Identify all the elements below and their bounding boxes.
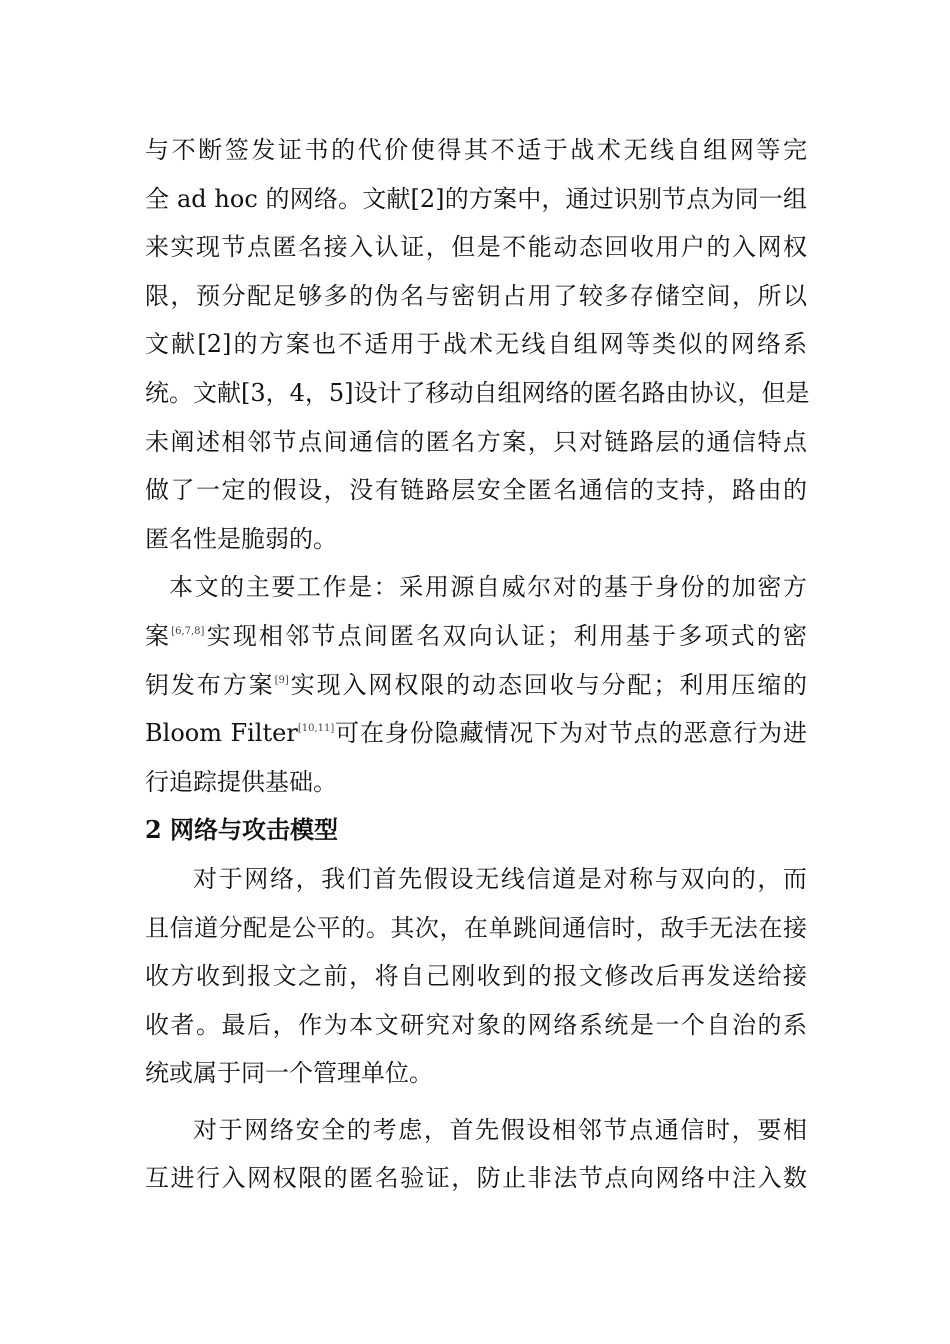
citation-ref: [6,7,8] (171, 625, 205, 637)
text-line: 与不断签发证书的代价使得其不适于战术无线自组网等完 (145, 136, 807, 164)
paragraph-related-work (145, 126, 810, 563)
text-line: 来实现节点匿名接入认证，但是不能动态回收用户的入网权 (145, 233, 807, 262)
text-segment: Bloom Filter (145, 719, 298, 748)
text-line: 对于网络，我们首先假设无线信道是对称与双向的，而 (193, 864, 807, 893)
text-segment: 实现入网权限的动态回收与分配；利用压缩的 (288, 670, 808, 699)
text-line: 匿名性是脆弱的。 (145, 524, 337, 553)
text-line: 做了一定的假设，没有链路层安全匿名通信的支持，路由的 (145, 476, 807, 505)
paragraph-spacer (145, 1098, 807, 1106)
text-line: 且信道分配是公平的。其次，在单跳间通信时，敌手无法在接 (145, 913, 807, 942)
text-line (145, 661, 807, 710)
text-line: 收者。最后，作为本文研究对象的网络系统是一个自治的系 (145, 1010, 807, 1039)
text-segment: 钥发布方案 (145, 670, 275, 699)
text-segment: 实现相邻节点间匿名双向认证；利用基于多项式的密 (204, 621, 808, 650)
text-line: 对于网络安全的考虑，首先假设相邻节点通信时，要相 (193, 1115, 807, 1144)
text-segment: 可在身份隐藏情况下为对节点的恶意行为进 (334, 719, 808, 748)
text-line: 文献[2]的方案也不适用于战术无线自组网等类似的网络系 (145, 330, 807, 359)
text-line: 统。文献[3，4，5]设计了移动自组网络的匿名路由协议，但是 (145, 378, 810, 407)
text-line (145, 612, 807, 661)
citation-ref: [10,11] (297, 723, 335, 735)
citation-ref: [9] (274, 674, 289, 686)
text-line: 互进行入网权限的匿名验证，防止非法节点向网络中注入数 (145, 1164, 807, 1193)
text-line: 限，预分配足够多的伪名与密钥占用了较多存储空间，所以 (145, 281, 807, 310)
section-heading: 2 网络与攻击模型 (145, 815, 339, 845)
text-line: 全 ad hoc 的网络。文献[2]的方案中，通过识别节点为同一组 (145, 184, 807, 213)
text-line: 统或属于同一个管理单位。 (145, 1059, 433, 1088)
paragraph-main-work (145, 563, 807, 806)
text-line: 本文的主要工作是：采用源自威尔对的基于身份的加密方 (169, 573, 807, 602)
paragraph-security-model (145, 1106, 807, 1203)
paragraph-network-model (145, 855, 807, 1098)
document-page (145, 126, 810, 1203)
text-segment: 案 (145, 621, 172, 650)
text-line: 未阐述相邻节点间通信的匿名方案，只对链路层的通信特点 (145, 427, 807, 456)
text-line: 行追踪提供基础。 (145, 767, 337, 796)
text-line (145, 709, 807, 758)
text-line: 收方收到报文之前，将自己刚收到的报文修改后再发送给接 (145, 962, 807, 991)
